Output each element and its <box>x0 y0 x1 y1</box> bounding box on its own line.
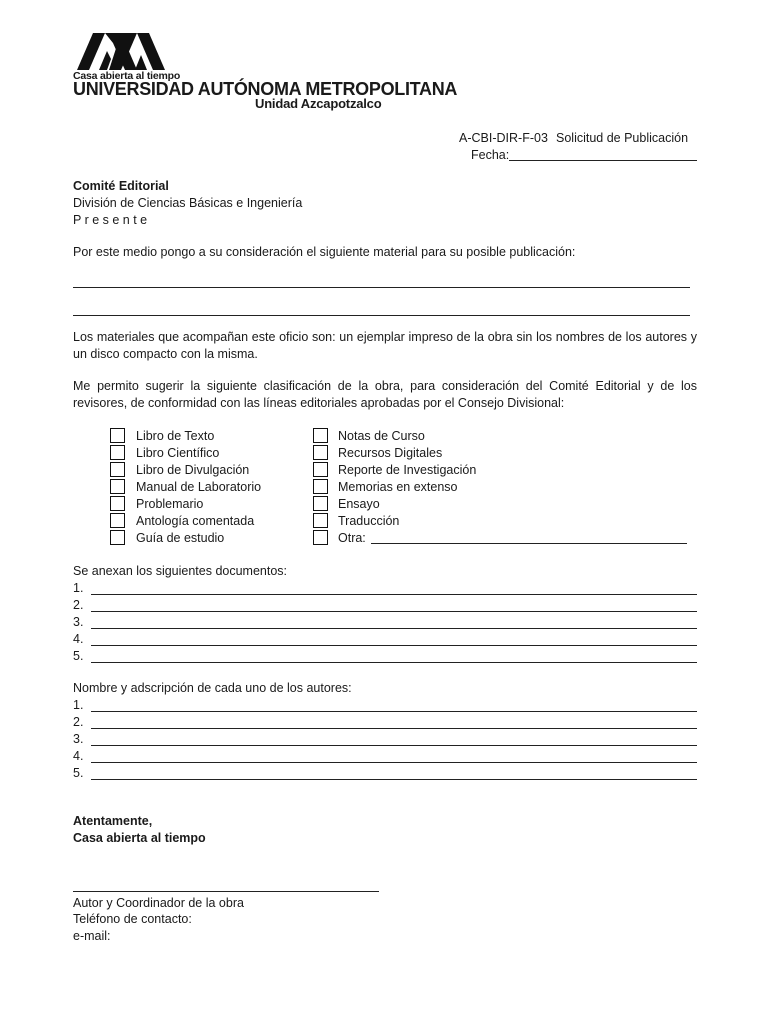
author-line-3[interactable] <box>91 745 697 746</box>
option-label: Reporte de Investigación <box>338 463 477 477</box>
email-label: e-mail: <box>73 929 111 943</box>
option-label: Traducción <box>338 514 400 528</box>
material-line-1[interactable] <box>73 287 690 288</box>
logo-tagline: Casa abierta al tiempo <box>73 70 181 82</box>
uam-logo-icon <box>77 33 165 70</box>
materials-paragraph: Los materiales que acompañan este oficio son: un ejemplar impreso de la obra sin los nombres de los autores y un disco compacto con la misma. <box>73 330 697 361</box>
doc-number: 2. <box>73 598 84 612</box>
checkbox-ensayo[interactable] <box>313 496 328 511</box>
author-line-4[interactable] <box>91 762 697 763</box>
checkbox-memorias[interactable] <box>313 479 328 494</box>
checkbox-libro-divulgacion[interactable] <box>110 462 125 477</box>
option-label: Manual de Laboratorio <box>136 480 262 494</box>
document-line-3[interactable] <box>91 628 697 629</box>
option-label: Notas de Curso <box>338 429 425 443</box>
option-label: Otra: <box>338 531 366 545</box>
option-label: Memorias en extenso <box>338 480 458 494</box>
checkbox-libro-cientifico[interactable] <box>110 445 125 460</box>
closing-motto: Casa abierta al tiempo <box>73 831 206 845</box>
doc-number: 5. <box>73 649 84 663</box>
checkbox-guia-estudio[interactable] <box>110 530 125 545</box>
option-label: Problemario <box>136 497 204 511</box>
documents-label: Se anexan los siguientes documentos: <box>73 564 288 578</box>
option-label: Recursos Digitales <box>338 446 443 460</box>
checkbox-manual-laboratorio[interactable] <box>110 479 125 494</box>
checkbox-traduccion[interactable] <box>313 513 328 528</box>
date-label: Fecha: <box>471 148 510 162</box>
option-label: Guía de estudio <box>136 531 225 545</box>
checkbox-notas-curso[interactable] <box>313 428 328 443</box>
document-line-1[interactable] <box>91 594 697 595</box>
recipient-name: Comité Editorial <box>73 179 169 193</box>
date-field[interactable] <box>509 160 697 161</box>
option-label: Libro de Texto <box>136 429 215 443</box>
presente-text: P r e s e n t e <box>73 213 148 227</box>
checkbox-problemario[interactable] <box>110 496 125 511</box>
checkbox-otra[interactable] <box>313 530 328 545</box>
checkbox-recursos-digitales[interactable] <box>313 445 328 460</box>
author-line-2[interactable] <box>91 728 697 729</box>
material-line-2[interactable] <box>73 315 690 316</box>
author-number: 5. <box>73 766 84 780</box>
author-number: 1. <box>73 698 84 712</box>
document-line-4[interactable] <box>91 645 697 646</box>
author-number: 3. <box>73 732 84 746</box>
option-label: Antología comentada <box>136 514 255 528</box>
intro-text: Por este medio pongo a su consideración el siguiente material para su posible publicación: <box>73 245 576 259</box>
otra-field[interactable] <box>371 543 687 544</box>
suggestion-paragraph: Me permito sugerir la siguiente clasificación de la obra, para consideración del Comité Editorial y de los revisores, de conformidad con las líneas editoriales aprobadas por el Consejo Divisional: <box>73 379 697 410</box>
option-label: Libro Científico <box>136 446 220 460</box>
logo-unit-name: Unidad Azcapotzalco <box>255 96 382 111</box>
option-label: Libro de Divulgación <box>136 463 250 477</box>
phone-label: Teléfono de contacto: <box>73 912 192 926</box>
checkbox-reporte-investigacion[interactable] <box>313 462 328 477</box>
option-label: Ensayo <box>338 497 380 511</box>
checkbox-libro-texto[interactable] <box>110 428 125 443</box>
doc-number: 1. <box>73 581 84 595</box>
author-line-5[interactable] <box>91 779 697 780</box>
document-line-5[interactable] <box>91 662 697 663</box>
signature-line[interactable] <box>73 891 379 892</box>
doc-number: 3. <box>73 615 84 629</box>
doc-number: 4. <box>73 632 84 646</box>
author-line-1[interactable] <box>91 711 697 712</box>
logo-university-name: UNIVERSIDAD AUTÓNOMA METROPOLITANA <box>73 79 458 99</box>
form-code: A-CBI-DIR-F-03 <box>459 131 548 145</box>
authors-label: Nombre y adscripción de cada uno de los autores: <box>73 681 352 695</box>
form-title: Solicitud de Publicación <box>556 131 689 145</box>
author-number: 4. <box>73 749 84 763</box>
recipient-division: División de Ciencias Básicas e Ingeniería <box>73 196 303 210</box>
document-line-2[interactable] <box>91 611 697 612</box>
author-number: 2. <box>73 715 84 729</box>
signature-role: Autor y Coordinador de la obra <box>73 896 244 910</box>
checkbox-antologia[interactable] <box>110 513 125 528</box>
closing-regards: Atentamente, <box>73 814 153 828</box>
